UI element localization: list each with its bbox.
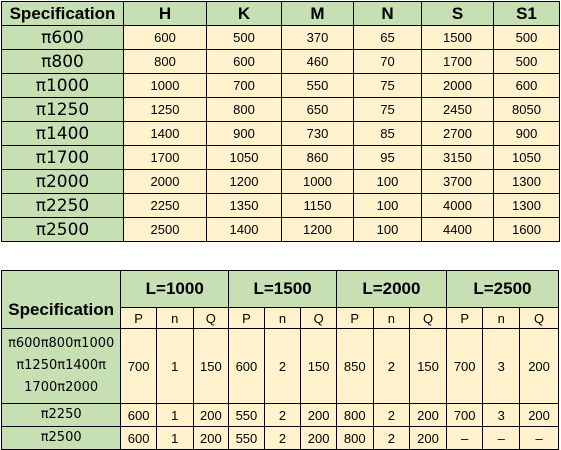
value-cell-s1: 1600 [494,218,560,242]
value-cell: 200 [193,427,229,450]
value-cell-n: 95 [354,146,422,170]
value-cell-s: 2000 [422,74,494,98]
value-cell: 2 [373,329,410,404]
table-row [2,122,560,146]
value-cell-h: 1400 [124,122,207,146]
table-row [2,50,560,74]
value-cell: 200 [410,427,447,450]
value-cell-m: 730 [282,122,354,146]
value-cell-h: 2000 [124,170,207,194]
subheader-p: P [336,308,373,329]
value-cell-n: 70 [354,50,422,74]
value-cell: 150 [193,329,229,404]
value-cell-s: 1500 [422,26,494,50]
spec-cell: π800 [2,50,124,74]
header-k: K [207,2,282,26]
value-cell-m: 1000 [282,170,354,194]
table-row [2,170,560,194]
spec-cell: π2250 [2,404,121,427]
header-l2500: L=2500 [446,271,558,308]
value-cell: 700 [121,329,157,404]
value-cell-h: 2250 [124,194,207,218]
header-l1000: L=1000 [121,271,229,308]
value-cell-s: 2450 [422,98,494,122]
value-cell: 700 [446,329,483,404]
value-cell-k: 800 [207,98,282,122]
value-cell-h: 1000 [124,74,207,98]
table-row [2,98,560,122]
header-specification: Specification [2,271,121,329]
spec-cell: π2500 [2,427,121,450]
value-cell: 150 [301,329,337,404]
table-row [2,218,560,242]
value-cell-s1: 1300 [494,170,560,194]
value-cell: 200 [520,404,559,427]
value-cell: 200 [301,404,337,427]
value-cell-n: 100 [354,170,422,194]
value-cell-n: 85 [354,122,422,146]
group-header-row [2,271,559,308]
value-cell-n: 75 [354,74,422,98]
value-cell: 2 [373,404,410,427]
spec-cell: π1700 [2,146,124,170]
value-cell-n: 65 [354,26,422,50]
value-cell-k: 1400 [207,218,282,242]
value-cell: 2 [264,329,301,404]
table-row [2,404,559,427]
value-cell-s1: 1050 [494,146,560,170]
subheader-n: n [156,308,193,329]
value-cell-h: 600 [124,26,207,50]
subheader-n: n [373,308,410,329]
spec-cell: π2500 [2,218,124,242]
value-cell: 3 [483,329,520,404]
value-cell-s1: 900 [494,122,560,146]
value-cell: 2 [373,427,410,450]
value-cell-s1: 500 [494,26,560,50]
spec-cell: π600 [2,26,124,50]
value-cell-h: 800 [124,50,207,74]
value-cell: 150 [410,329,447,404]
value-cell-s1: 600 [494,74,560,98]
value-cell-m: 460 [282,50,354,74]
spec-line: π600π800π1000 [8,336,115,351]
value-cell-s1: 1300 [494,194,560,218]
value-cell-k: 1050 [207,146,282,170]
spec-line: 1700π2000 [24,380,99,395]
subheader-p: P [229,308,265,329]
value-cell-s1: 8050 [494,98,560,122]
value-cell: 2 [264,404,301,427]
value-cell-m: 860 [282,146,354,170]
subheader-n: n [483,308,520,329]
subheader-q: Q [193,308,229,329]
table-row [2,329,559,404]
value-cell-s: 4400 [422,218,494,242]
subheader-p: P [121,308,157,329]
spec-cell-multi [2,329,121,404]
value-cell-m: 650 [282,98,354,122]
header-s1: S1 [494,2,560,26]
subheader-p: P [446,308,483,329]
value-cell-k: 700 [207,74,282,98]
value-cell-k: 1200 [207,170,282,194]
value-cell: 550 [229,404,265,427]
value-cell: – [483,427,520,450]
value-cell: 850 [336,329,373,404]
table-header-row [2,2,560,26]
subheader-n: n [264,308,301,329]
spec-cell: π1400 [2,122,124,146]
value-cell: 1 [156,329,193,404]
value-cell-m: 1200 [282,218,354,242]
spec-cell: π2250 [2,194,124,218]
header-s: S [422,2,494,26]
subheader-q: Q [520,308,559,329]
value-cell-n: 100 [354,218,422,242]
header-l1500: L=1500 [229,271,337,308]
value-cell: 1 [156,427,193,450]
value-cell-k: 600 [207,50,282,74]
value-cell-m: 550 [282,74,354,98]
header-n: N [354,2,422,26]
value-cell: – [446,427,483,450]
value-cell-s: 3150 [422,146,494,170]
value-cell: 200 [410,404,447,427]
length-parameters-table [1,270,559,450]
header-h: H [124,2,207,26]
value-cell-k: 900 [207,122,282,146]
value-cell-m: 1150 [282,194,354,218]
value-cell: 1 [156,404,193,427]
value-cell-k: 1350 [207,194,282,218]
value-cell-s: 3700 [422,170,494,194]
value-cell-s: 2700 [422,122,494,146]
subheader-q: Q [301,308,337,329]
value-cell: 600 [229,329,265,404]
spec-cell: π2000 [2,170,124,194]
header-l2000: L=2000 [336,271,446,308]
specification-dimensions-table [1,1,560,242]
value-cell: 200 [301,427,337,450]
value-cell-h: 1250 [124,98,207,122]
spec-cell: π1000 [2,74,124,98]
table-row [2,146,560,170]
value-cell-s1: 500 [494,50,560,74]
value-cell: 2 [264,427,301,450]
spec-line: π1250π1400π [16,358,106,373]
value-cell: 200 [520,329,559,404]
header-m: M [282,2,354,26]
value-cell: – [520,427,559,450]
value-cell-s: 4000 [422,194,494,218]
value-cell-n: 100 [354,194,422,218]
value-cell: 600 [121,427,157,450]
value-cell: 3 [483,404,520,427]
value-cell: 550 [229,427,265,450]
table-row [2,26,560,50]
table-row [2,427,559,450]
value-cell: 600 [121,404,157,427]
value-cell: 800 [336,427,373,450]
value-cell-k: 500 [207,26,282,50]
value-cell-s: 1700 [422,50,494,74]
table-row [2,74,560,98]
subheader-q: Q [410,308,447,329]
value-cell: 800 [336,404,373,427]
value-cell-h: 2500 [124,218,207,242]
value-cell-n: 75 [354,98,422,122]
value-cell: 200 [193,404,229,427]
header-specification: Specification [2,2,124,26]
table-row [2,194,560,218]
value-cell: 700 [446,404,483,427]
spec-cell: π1250 [2,98,124,122]
value-cell-h: 1700 [124,146,207,170]
value-cell-m: 370 [282,26,354,50]
